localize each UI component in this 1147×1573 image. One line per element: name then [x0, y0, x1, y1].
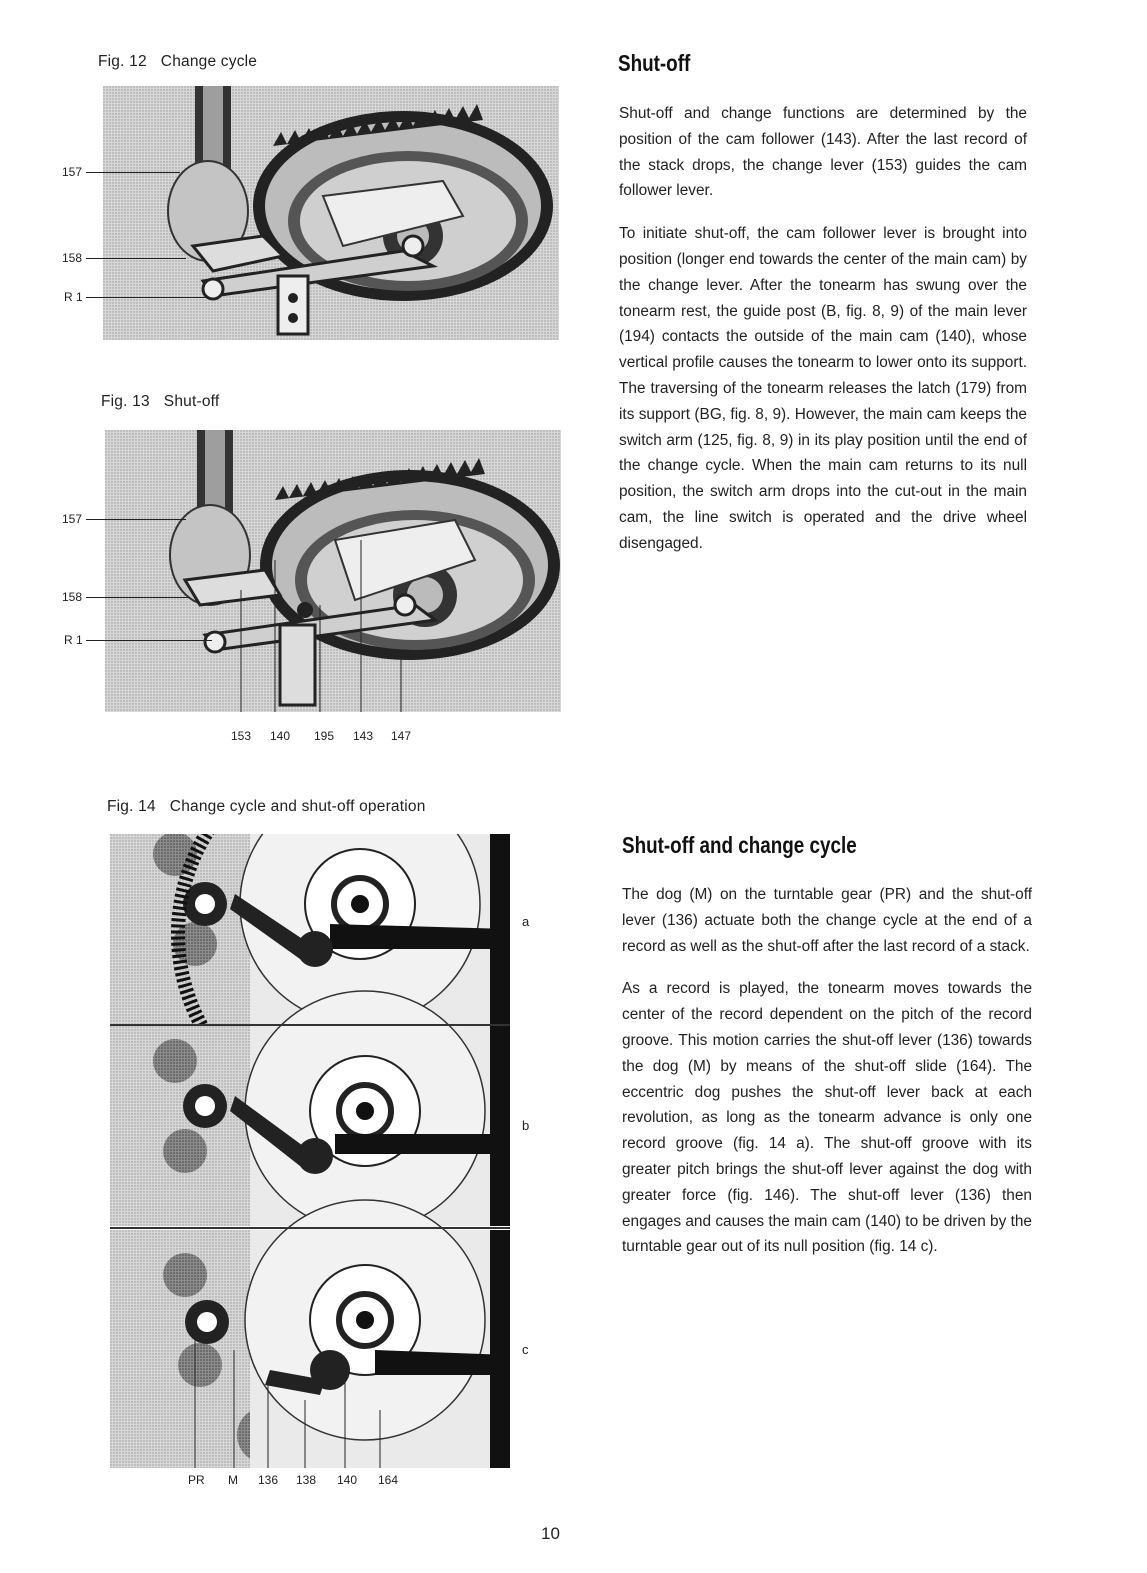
- fig12-caption: [98, 53, 257, 71]
- fig12-title: Change cycle: [160, 53, 258, 70]
- fig12-leader-157: [86, 172, 180, 173]
- page-number: 10: [541, 1524, 560, 1543]
- fig13-caption: [101, 393, 219, 411]
- fig13-callout-157: 157: [62, 512, 83, 526]
- fig14-callout-pr: PR: [188, 1473, 205, 1487]
- section-heading-shutoff: Shut-off: [618, 50, 691, 76]
- fig13-callout-195: 195: [314, 729, 335, 743]
- fig14-callout-136: 136: [258, 1473, 279, 1487]
- section-heading-shutoff-change: Shut-off and change cycle: [622, 832, 857, 858]
- fig13-callout-143: 143: [353, 729, 374, 743]
- fig13-label: Fig. 13: [101, 393, 150, 410]
- fig12-callout-r1: R 1: [64, 290, 83, 304]
- paragraph: As a record is played, the tonearm moves towards the center of the record dependent on the pitch of the record groove. This motion carries the shut-off lever (136) towards the dog (M) by means of the shut-off slide (164). The eccentric dog pushes the shut-off lever back at each revolution, as long as the tonearm advance is only one record groove (fig. 14 a). The shut-off groove with its greater pitch brings the shut-off lever against the dog with greater force (fig. 146). The shut-off lever (136) then engages and causes the main cam (140) to be driven by the turntable gear out of its null position (fig. 14 c).: [622, 980, 1032, 1256]
- fig12-leader-158: [86, 258, 186, 259]
- fig14-callout-138: 138: [296, 1473, 317, 1487]
- fig13-callout-147: 147: [391, 729, 412, 743]
- fig14-callout-140: 140: [337, 1473, 358, 1487]
- fig14-panel-a: a: [522, 914, 530, 929]
- fig12-label: Fig. 12: [98, 53, 147, 70]
- fig12-callout-158: 158: [62, 251, 83, 265]
- fig13-image: [105, 430, 561, 712]
- fig13-leader-157: [86, 519, 186, 520]
- fig13-callout-140: 140: [270, 729, 291, 743]
- fig14-callout-164: 164: [378, 1473, 399, 1487]
- fig13-callout-158: 158: [62, 590, 83, 604]
- fig14-panel-c: c: [522, 1342, 529, 1357]
- fig12-leader-r1: [86, 297, 208, 298]
- fig14-panel-b: b: [522, 1118, 530, 1133]
- fig13-callout-r1: R 1: [64, 633, 83, 647]
- fig14-caption: [107, 798, 426, 816]
- paragraph: To initiate shut-off, the cam follower lever is brought into position (longer end towards the center of the main cam) by the change lever. After the tonearm has swung over the tonearm rest, the guide post (B, fig. 8, 9) of the main lever (194) contacts the outside of the main cam (140), whose vertical profile causes the tonearm to lower onto its support. The traversing of the tonearm releases the latch (179) from its support (BG, fig. 8, 9). However, the main cam keeps the switch arm (125, fig. 8, 9) in its play position until the end of the change cycle. When the main cam returns to its null position, the switch arm drops into the cut-out in the main cam, the line switch is operated and the drive wheel disengaged.: [619, 225, 1027, 552]
- paragraph: The dog (M) on the turntable gear (PR) and the shut-off lever (136) actuate both the change cycle at the end of a record as well as the shut-off after the last record of a stack.: [622, 886, 1032, 955]
- fig13-callout-153: 153: [231, 729, 252, 743]
- fig13-leader-r1: [86, 640, 212, 641]
- paragraph: Shut-off and change functions are determined by the position of the cam follower (143). After the last record of the stack drops, the change lever (153) guides the cam follower lever.: [619, 105, 1027, 200]
- section-body-shutoff: [619, 101, 1027, 557]
- section-body-shutoff-change: [622, 882, 1032, 1260]
- fig14-image: [110, 834, 510, 1468]
- fig14-label: Fig. 14: [107, 798, 156, 815]
- fig12-callout-157: 157: [62, 165, 83, 179]
- fig13-title: Shut-off: [163, 393, 220, 410]
- fig13-leader-158: [86, 597, 190, 598]
- fig14-callout-m: M: [228, 1473, 238, 1487]
- fig14-title: Change cycle and shut-off operation: [169, 798, 426, 815]
- fig12-image: [103, 86, 559, 340]
